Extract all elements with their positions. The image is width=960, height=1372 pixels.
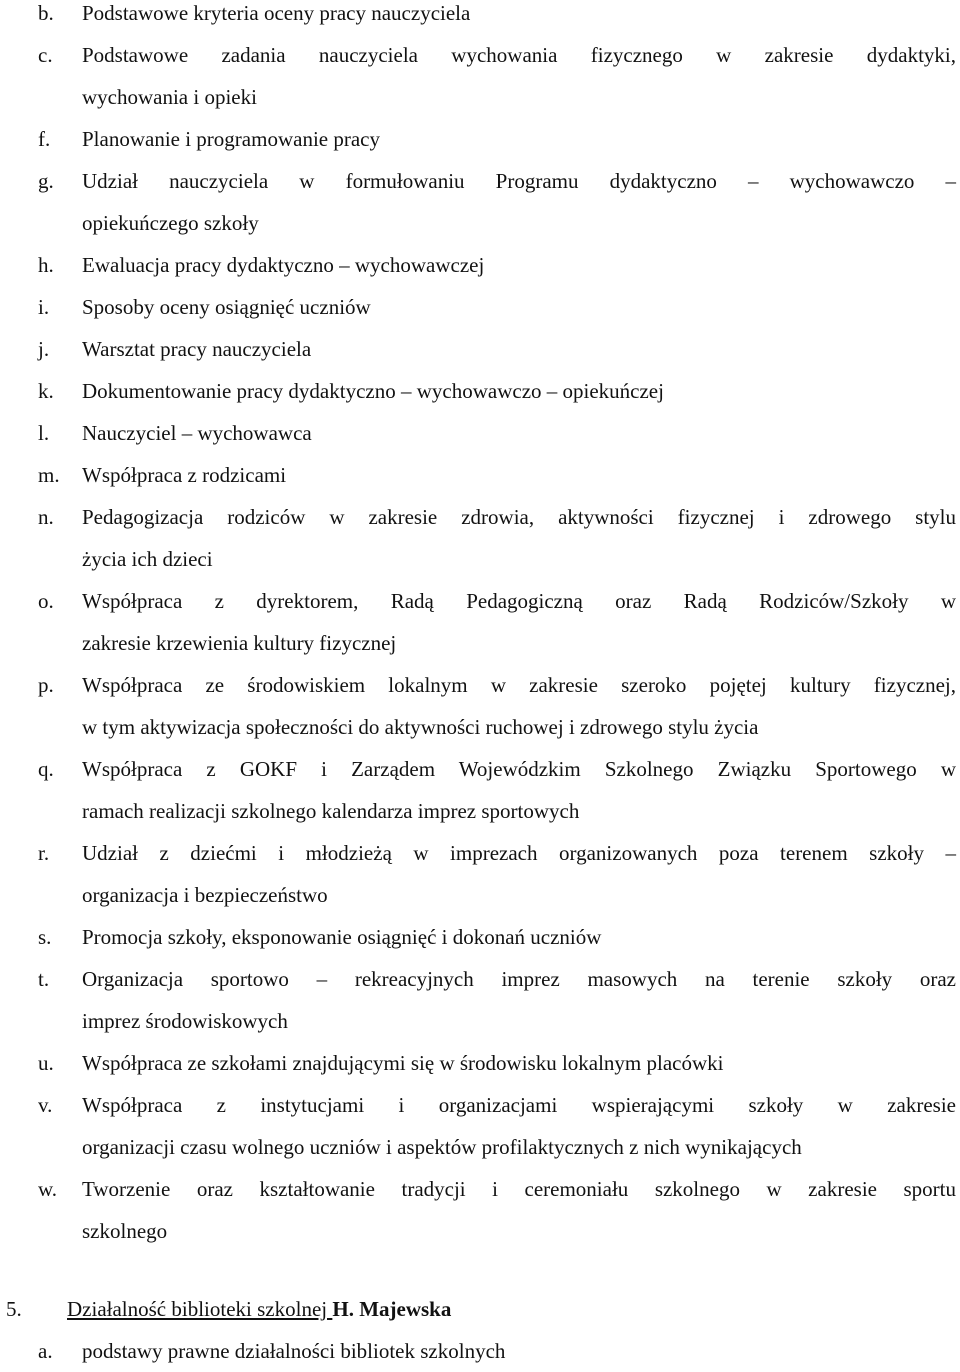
list-marker: k.	[38, 379, 54, 403]
list-text	[82, 1042, 956, 1084]
list-marker: w.	[38, 1177, 58, 1201]
list-marker: g.	[38, 169, 54, 193]
list-text-line: Współpraca z rodzicami	[82, 463, 287, 487]
list-text	[82, 454, 956, 496]
list-text-line: Podstawowe kryteria oceny pracy nauczyciela	[82, 1, 471, 25]
list-text-line: Warsztat pracy nauczyciela	[82, 337, 312, 361]
list-marker: i.	[38, 295, 50, 319]
list-text	[82, 832, 956, 916]
list-text	[82, 328, 956, 370]
list-text-line: Udział nauczyciela w formułowaniu Programu dydaktyczno – wychowawczo –	[82, 169, 956, 193]
list-text-line: szkolnego	[82, 1219, 168, 1243]
list-text	[82, 580, 956, 664]
list-marker: r.	[38, 841, 50, 865]
section-title: Działalność biblioteki szkolnej	[67, 1297, 333, 1321]
list-text-line: Tworzenie oraz kształtowanie tradycji i ceremoniału szkolnego w zakresie sportu	[82, 1177, 956, 1201]
list-text-line: Sposoby oceny osiągnięć uczniów	[82, 295, 371, 319]
list-text	[82, 1168, 956, 1252]
section-number: 5.	[6, 1297, 22, 1321]
list-text-line: w tym aktywizacja społeczności do aktywności ruchowej i zdrowego stylu życia	[82, 715, 759, 739]
list-text	[82, 412, 956, 454]
list-text	[82, 286, 956, 328]
list-text-line: Współpraca ze środowiskiem lokalnym w zakresie szeroko pojętej kultury fizycznej,	[82, 673, 956, 697]
section-heading	[0, 1288, 960, 1330]
list-text-line: Współpraca z GOKF i Zarządem Wojewódzkim Szkolnego Związku Sportowego w	[82, 757, 956, 781]
section-title-wrap	[67, 1288, 451, 1330]
list-text-line: Podstawowe zadania nauczyciela wychowania fizycznego w zakresie dydaktyki,	[82, 43, 956, 67]
list-marker: c.	[38, 43, 53, 67]
list-text-line: wychowania i opieki	[82, 85, 257, 109]
list-text	[82, 34, 956, 118]
list-text	[82, 118, 956, 160]
list-text-line: Pedagogizacja rodziców w zakresie zdrowia, aktywności fizycznej i zdrowego stylu	[82, 505, 956, 529]
list-text-line: Organizacja sportowo – rekreacyjnych imprez masowych na terenie szkoły oraz	[82, 967, 956, 991]
list-marker: q.	[38, 757, 54, 781]
list-marker: m.	[38, 463, 60, 487]
list-marker: t.	[38, 967, 50, 991]
section-author: H. Majewska	[332, 1297, 452, 1321]
list-text	[82, 664, 956, 748]
list-text	[82, 496, 956, 580]
list-text-line: Współpraca z instytucjami i organizacjami wspierającymi szkoły w zakresie	[82, 1093, 956, 1117]
list-text-line: Promocja szkoły, eksponowanie osiągnięć i dokonań uczniów	[82, 925, 602, 949]
list-marker: v.	[38, 1093, 53, 1117]
list-text	[82, 370, 956, 412]
list-text-line: organizacja i bezpieczeństwo	[82, 883, 328, 907]
list-text-line: Dokumentowanie pracy dydaktyczno – wychowawczo – opiekuńczej	[82, 379, 664, 403]
list-text-line: opiekuńczego szkoły	[82, 211, 259, 235]
list-marker: s.	[38, 925, 52, 949]
list-text-line: Współpraca z dyrektorem, Radą Pedagogiczną oraz Radą Rodziców/Szkoły w	[82, 589, 956, 613]
list-text-line: Udział z dziećmi i młodzieżą w imprezach organizowanych poza terenem szkoły –	[82, 841, 956, 865]
list-marker: o.	[38, 589, 54, 613]
list-text	[82, 1330, 956, 1372]
list-text-line: zakresie krzewienia kultury fizycznej	[82, 631, 397, 655]
list-text	[82, 160, 956, 244]
list-marker: a.	[38, 1339, 53, 1363]
list-text	[82, 0, 956, 34]
list-marker: u.	[38, 1051, 54, 1075]
list-text	[82, 748, 956, 832]
list-text	[82, 244, 956, 286]
list-marker: n.	[38, 505, 54, 529]
list-text-line: imprez środowiskowych	[82, 1009, 288, 1033]
list-marker: j.	[38, 337, 50, 361]
list-marker: p.	[38, 673, 54, 697]
list-text-line: Planowanie i programowanie pracy	[82, 127, 380, 151]
list-text-line: Współpraca ze szkołami znajdującymi się w środowisku lokalnym placówki	[82, 1051, 724, 1075]
list-text-line: organizacji czasu wolnego uczniów i aspektów profilaktycznych z nich wynikających	[82, 1135, 802, 1159]
list-marker: b.	[38, 1, 54, 25]
list-marker: l.	[38, 421, 50, 445]
list-text-line: życia ich dzieci	[82, 547, 213, 571]
list-text-line: Nauczyciel – wychowawca	[82, 421, 312, 445]
list-text-line: ramach realizacji szkolnego kalendarza imprez sportowych	[82, 799, 580, 823]
list-text	[82, 916, 956, 958]
list-text-line: podstawy prawne działalności bibliotek szkolnych	[82, 1339, 506, 1363]
list-marker: h.	[38, 253, 54, 277]
list-text	[82, 1084, 956, 1168]
list-text-line: Ewaluacja pracy dydaktyczno – wychowawczej	[82, 253, 485, 277]
list-text	[82, 958, 956, 1042]
list-marker: f.	[38, 127, 51, 151]
